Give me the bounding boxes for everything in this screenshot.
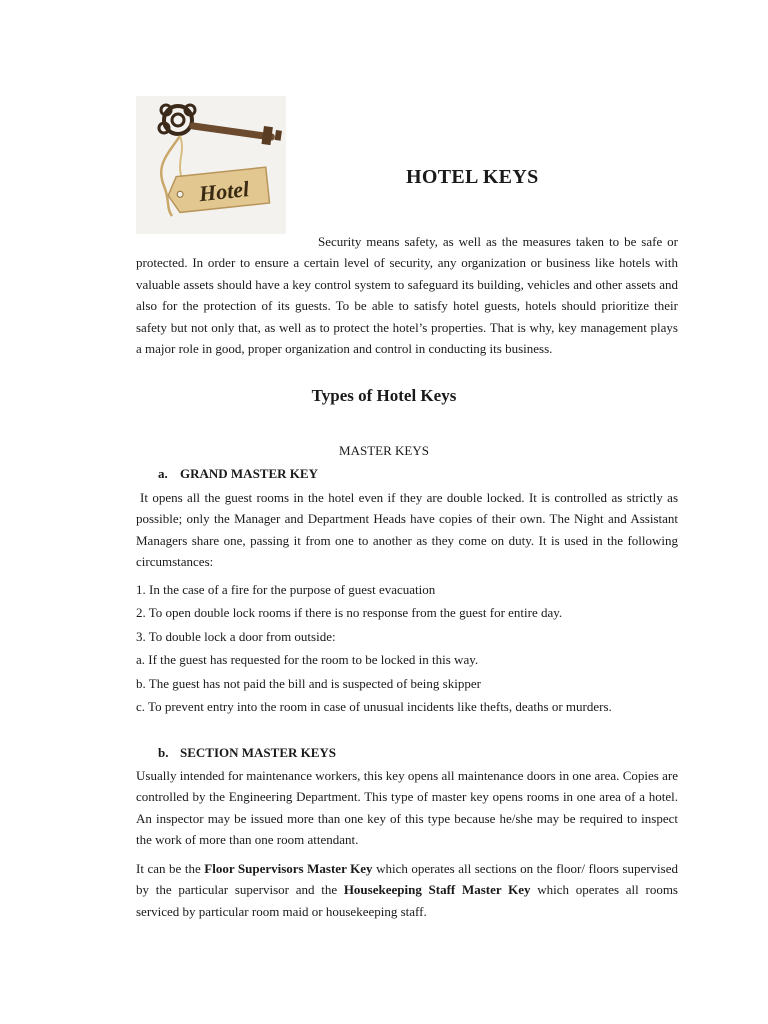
list-item: b. The guest has not paid the bill and is suspected of being skipper: [136, 675, 481, 691]
floor-supervisor-key-term: Floor Supervisors Master Key: [204, 861, 373, 876]
list-item: a. If the guest has requested for the room to be locked in this way.: [136, 652, 479, 668]
housekeeping-key-term: Housekeeping Staff Master Key: [343, 882, 531, 898]
hotel-key-image: [136, 96, 286, 234]
master-keys-heading: MASTER KEYS: [339, 443, 429, 458]
section-master-title: SECTION MASTER KEYS: [180, 745, 337, 760]
section-master-heading: [158, 745, 336, 761]
list-item: c. To prevent entry into the room in case of unusual incidents like thefts, deaths or murders.: [136, 698, 612, 714]
list-item: 1. In the case of a fire for the purpose of guest evacuation: [136, 582, 436, 597]
grand-master-paragraph: It opens all the guest rooms in the hotel even if they are double locked. It is controlled as strictly as possible; only the Manager and Department Heads have copies of their own. The Night and Assistant Managers share one, passing it from one to another as they come on duty. It is used in the following circumstances:: [136, 490, 678, 570]
page-title: HOTEL KEYS: [406, 166, 539, 188]
grand-master-heading: [158, 466, 318, 482]
section-master-paragraph: Usually intended for maintenance workers, this key opens all maintenance doors in one area. Copies are controlled by the Engineering Department. This type of master key opens rooms in one area of a hotel. An inspector may be issued more than one key of this type because he/she may be required to inspect the work of more than one room attendant.: [136, 768, 678, 848]
text-run: which operates all rooms serviced by particular room maid or housekeeping staff.: [136, 882, 678, 919]
text-run: which operates all sections on the floor/ floors supervised by the particular supervisor and the: [136, 861, 678, 898]
supervisor-key-paragraph: [136, 858, 678, 922]
circumstances-list: [136, 579, 696, 719]
grand-master-title: GRAND MASTER KEY: [180, 466, 318, 481]
tag-label: Hotel: [197, 176, 251, 207]
grand-master-letter: a.: [158, 466, 168, 481]
list-item: 3. To double lock a door from outside:: [136, 628, 336, 644]
list-item: 2. To open double lock rooms if there is no response from the guest for entire day.: [136, 605, 563, 621]
types-heading: Types of Hotel Keys: [311, 386, 457, 405]
section-master-letter: b.: [158, 745, 169, 760]
intro-paragraph: Security means safety, as well as the measures taken to be safe or protected. In order to ensure a certain level of security, any organization or business like hotels with valuable assets should have a key control system to safeguard its building, vehicles and other assets and also for the protection of its guests. To be able to satisfy hotel guests, hotels should prioritize their safety but not only that, as well as to protect the hotel’s properties. That is why, key management plays a major role in good, proper organization and control in conducting its business.: [136, 234, 678, 357]
text-run: It can be the: [136, 861, 205, 876]
